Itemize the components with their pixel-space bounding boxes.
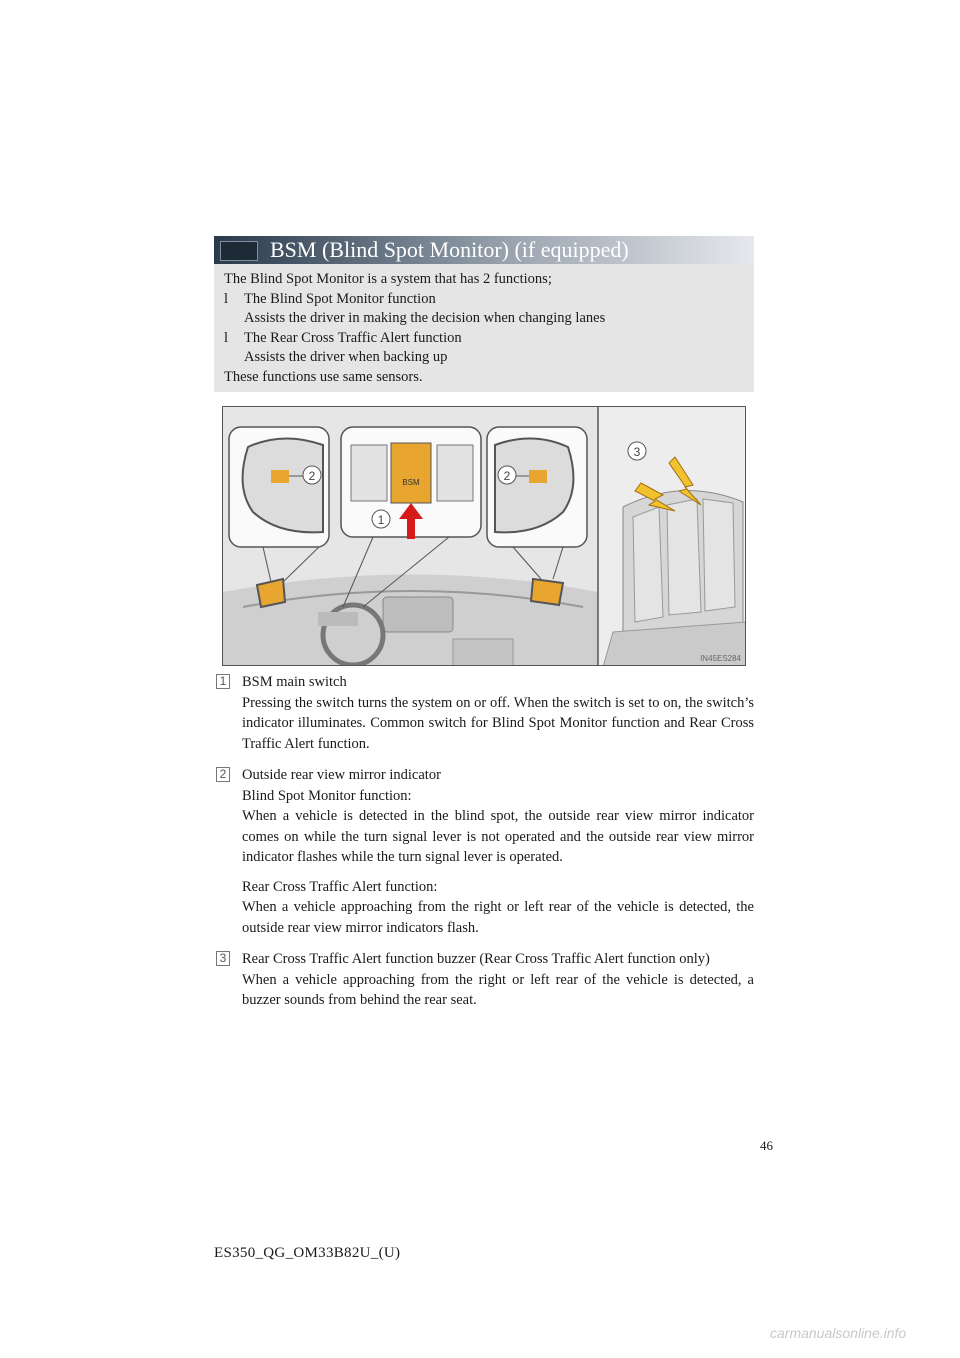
callout-2-right: 2 xyxy=(503,469,511,483)
item-title: Outside rear view mirror indicator xyxy=(242,767,441,783)
bullet-desc: Assists the driver in making the decision when changing lanes xyxy=(244,310,606,326)
section-title: BSM (Blind Spot Monitor) (if equipped) xyxy=(270,237,629,262)
item-title: BSM main switch xyxy=(242,674,347,690)
bullet-desc: Assists the driver when backing up xyxy=(244,349,448,365)
section-thumbnail xyxy=(220,241,258,261)
item-text: When a vehicle is detected in the blind spot, the outside rear view mirror indicator comes on while the turn signal lever is not operated and the outside rear view mirror indicator flashes while the turn signal lever is operated. xyxy=(242,808,754,865)
figure-code: IN45ES284 xyxy=(700,654,741,663)
document-code: ES350_QG_OM33B82U_(U) xyxy=(214,1245,401,1261)
item-text: When a vehicle approaching from the right or left rear of the vehicle is detected, the outside rear view mirror indicators flash. xyxy=(242,899,754,936)
intro-closing: These functions use same sensors. xyxy=(224,368,423,385)
intro-bullet-2 xyxy=(224,329,744,349)
item-text: Pressing the switch turns the system on or off. When the switch is set to on, the switch’s indicator illuminates. Common switch for Blind Spot Monitor function and Rear Cross Traffic Alert function. xyxy=(242,694,754,752)
bsm-switch-label: BSM xyxy=(402,478,420,487)
list-item xyxy=(214,672,754,754)
list-item xyxy=(214,949,754,1011)
item-subhead: Rear Cross Traffic Alert function: xyxy=(242,878,438,895)
intro-box xyxy=(214,264,754,392)
bsm-illustration xyxy=(222,406,746,666)
intro-bullet-1 xyxy=(224,290,744,310)
bullet-mark: l xyxy=(224,329,229,346)
item-list xyxy=(214,672,754,1022)
watermark: carmanualsonline.info xyxy=(770,1325,907,1341)
item-title: Rear Cross Traffic Alert function buzzer (Rear Cross Traffic Alert function only) xyxy=(242,951,710,967)
page-number: 46 xyxy=(760,1138,773,1153)
bullet-title: The Blind Spot Monitor function xyxy=(244,290,436,307)
item-number: 1 xyxy=(216,674,230,689)
intro-line: The Blind Spot Monitor is a system that has 2 functions; xyxy=(224,271,552,287)
list-item xyxy=(214,765,754,938)
bullet-mark: l xyxy=(224,290,229,307)
callout-3: 3 xyxy=(633,445,641,459)
bullet-title: The Rear Cross Traffic Alert function xyxy=(244,329,462,346)
item-number: 3 xyxy=(216,951,230,966)
item-text: When a vehicle approaching from the right or left rear of the vehicle is detected, a buzzer sounds from behind the rear seat. xyxy=(242,971,754,1008)
section-header xyxy=(214,236,754,264)
item-number: 2 xyxy=(216,767,230,782)
callout-1: 1 xyxy=(377,513,385,527)
callout-2-left: 2 xyxy=(308,469,316,483)
item-subhead: Blind Spot Monitor function: xyxy=(242,787,412,804)
